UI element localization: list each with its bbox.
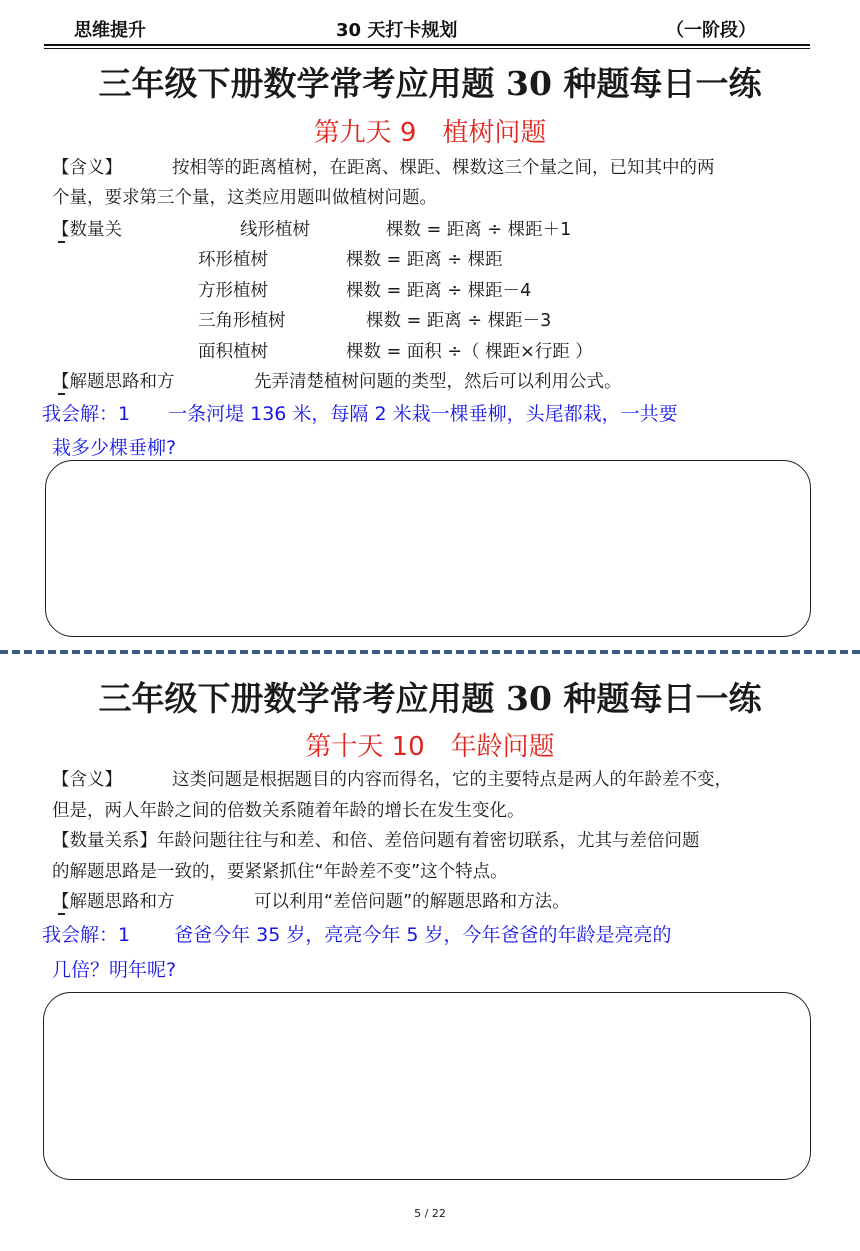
section2-day-heading: 第十天 10 年龄问题 bbox=[305, 732, 555, 762]
relation-type: 环形植树 bbox=[198, 250, 268, 270]
relation-formula: 棵数 = 距离 ÷ 棵距＋1 bbox=[386, 220, 572, 240]
relation-formula: 棵数 = 距离 ÷ 棵距 bbox=[346, 250, 503, 270]
section1-exercise-line1: 我会解：1 一条河堤 136 米，每隔 2 米栽一棵垂柳，头尾都栽，一共要 bbox=[42, 403, 678, 425]
section2-method-label: 【解题思路和方 bbox=[52, 892, 175, 912]
section2-title: 三年级下册数学常考应用题 30 种题每日一练 bbox=[98, 679, 762, 718]
relation-type: 线形植树 bbox=[240, 220, 310, 240]
header-rule bbox=[44, 44, 810, 46]
relation-type: 面积植树 bbox=[198, 342, 268, 362]
section1-meaning-line2: 个量，要求第三个量，这类应用题叫做植树问题。 bbox=[52, 188, 437, 208]
section1-relation-label: 【数量关 bbox=[52, 220, 122, 240]
section2-answer-box[interactable] bbox=[43, 992, 811, 1180]
section2-relation-line1: 【数量关系】年龄问题往往与和差、和倍、差倍问题有着密切联系，尤其与差倍问题 bbox=[52, 831, 700, 851]
section2-method-text: 可以利用“差倍问题”的解题思路和方法。 bbox=[254, 892, 570, 912]
section1-title: 三年级下册数学常考应用题 30 种题每日一练 bbox=[98, 64, 762, 103]
section2-exercise-line1: 我会解：1 爸爸今年 35 岁，亮亮今年 5 岁，今年爸爸的年龄是亮亮的 bbox=[42, 924, 672, 946]
relation-formula: 棵数 = 距离 ÷ 棵距－3 bbox=[366, 311, 552, 331]
section1-meaning-label: 【含义】 bbox=[52, 158, 122, 178]
clipped-text-fragment bbox=[58, 393, 65, 395]
section1-day-heading: 第九天 9 植树问题 bbox=[313, 118, 547, 148]
section2-meaning-line2: 但是，两人年龄之间的倍数关系随着年龄的增长在发生变化。 bbox=[52, 801, 525, 821]
relation-type: 三角形植树 bbox=[198, 311, 286, 331]
section1-meaning-line1: 按相等的距离植树，在距离、棵距、棵数这三个量之间，已知其中的两 bbox=[172, 158, 715, 178]
relation-formula: 棵数 = 距离 ÷ 棵距－4 bbox=[346, 281, 532, 301]
section2-exercise-line2: 几倍？明年呢? bbox=[52, 959, 177, 981]
section2-relation-line2: 的解题思路是一致的，要紧紧抓住“年龄差不变”这个特点。 bbox=[52, 862, 508, 882]
header-left-text: 思维提升 bbox=[74, 20, 146, 41]
header-rule-thin bbox=[44, 48, 810, 49]
section1-method-label: 【解题思路和方 bbox=[52, 372, 175, 392]
section2-meaning-label: 【含义】 bbox=[52, 770, 122, 790]
clipped-text-fragment bbox=[58, 913, 65, 915]
relation-type: 方形植树 bbox=[198, 281, 268, 301]
section2-meaning-line1: 这类问题是根据题目的内容而得名，它的主要特点是两人的年龄差不变， bbox=[172, 770, 732, 790]
section1-answer-box[interactable] bbox=[45, 460, 811, 637]
clipped-text-fragment bbox=[58, 241, 65, 243]
page-number: 5 / 22 bbox=[414, 1207, 446, 1220]
header-center-text: 30 天打卡规划 bbox=[336, 20, 458, 41]
header-right-text: （一阶段） bbox=[666, 20, 756, 41]
section1-exercise-line2: 栽多少棵垂柳? bbox=[52, 437, 177, 459]
section1-method-text: 先弄清楚植树问题的类型，然后可以利用公式。 bbox=[254, 372, 622, 392]
relation-formula: 棵数 = 面积 ÷（ 棵距×行距 ） bbox=[346, 342, 593, 362]
section-divider bbox=[0, 650, 860, 654]
